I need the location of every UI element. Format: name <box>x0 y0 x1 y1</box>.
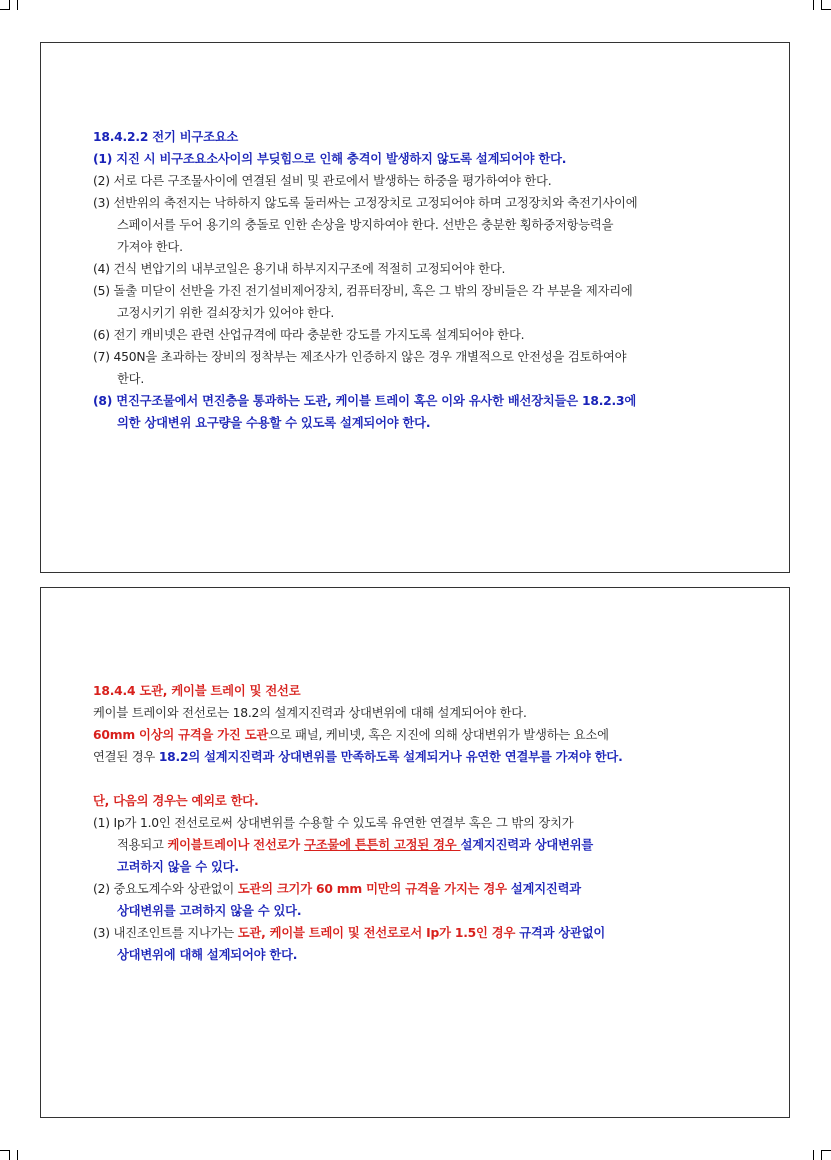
list-item-continuation: 가져야 한다. <box>117 240 183 254</box>
slide-content <box>93 126 759 434</box>
text-span: (3) 내진조인트를 지나가는 <box>93 926 238 940</box>
text-span: 연결된 경우 <box>93 750 159 764</box>
crop-mark <box>821 9 831 10</box>
list-item: (3) 선반위의 축전지는 낙하하지 않도록 둘러싸는 고정장치로 고정되어야 하며 고정장치와 축전기사이에 <box>93 196 638 210</box>
crop-mark <box>9 0 10 10</box>
list-item-continuation: 고정시키기 위한 걸쇠장치가 있어야 한다. <box>117 306 335 320</box>
section-title: 18.4.4 도관, 케이블 트레이 및 전선로 <box>93 684 301 698</box>
text-span: (2) 중요도계수와 상관없이 <box>93 882 238 896</box>
list-item: (7) 450N을 초과하는 장비의 정착부는 제조사가 인증하지 않은 경우 개별적으로 안전성을 검토하여야 <box>93 350 627 364</box>
list-item-continuation: 의한 상대변위 요구량을 수용할 수 있도록 설계되어야 한다. <box>117 416 431 430</box>
crop-mark <box>821 1150 822 1160</box>
list-item: (5) 돌출 미닫이 선반을 가진 전기설비제어장치, 컴퓨터장비, 혹은 그 밖의 장비들은 각 부분을 제자리에 <box>93 284 633 298</box>
highlight-red: 도관의 크기가 60 mm 미만의 규격을 가지는 경우 <box>237 882 511 896</box>
crop-mark <box>17 1150 18 1160</box>
exception-heading: 단, 다음의 경우는 예외로 한다. <box>93 794 259 808</box>
highlight-red: 도관, 케이블 트레이 및 전선로로서 Ip가 1.5인 경우 <box>237 926 520 940</box>
text-span: 적용되고 <box>117 838 168 852</box>
list-item-continuation: 상대변위를 고려하지 않을 수 있다. <box>117 904 302 918</box>
highlight-blue: 18.2의 설계지진력과 상대변위를 만족하도록 설계되거나 유연한 연결부를 가져야 한다. <box>158 750 623 764</box>
crop-mark <box>813 1150 814 1160</box>
highlight-red-underlined: 구조물에 튼튼히 고정된 경우 <box>304 838 461 852</box>
highlight-red: 케이블트레이나 전선로가 <box>167 838 305 852</box>
list-item-continuation <box>93 834 759 856</box>
list-item: (8) 면진구조물에서 면진층을 통과하는 도관, 케이블 트레이 혹은 이와 유사한 배선장치들은 18.2.3에 <box>93 394 637 408</box>
list-item <box>93 922 759 944</box>
highlight-blue: 규격과 상관없이 <box>519 926 606 940</box>
crop-mark <box>813 0 814 10</box>
section-title: 18.4.2.2 전기 비구조요소 <box>93 130 239 144</box>
list-item: (2) 서로 다른 구조물사이에 연결된 설비 및 관로에서 발생하는 하중을 평가하여야 한다. <box>93 174 552 188</box>
slide-content <box>93 680 759 966</box>
highlight-blue: 설계지진력과 상대변위를 <box>460 838 594 852</box>
list-item: (6) 전기 캐비넷은 관련 산업규격에 따라 충분한 강도를 가지도록 설계되어야 한다. <box>93 328 525 342</box>
text-span: 으로 패널, 케비넷, 혹은 지진에 의해 상대변위가 발생하는 요소에 <box>268 728 609 742</box>
list-item: (1) 지진 시 비구조요소사이의 부딪힘으로 인해 충격이 발생하지 않도록 설계되어야 한다. <box>93 152 567 166</box>
paragraph-line: 케이블 트레이와 전선로는 18.2의 설계지진력과 상대변위에 대해 설계되어야 한다. <box>93 706 527 720</box>
slide-electrical-nonstructural <box>40 42 790 573</box>
slide-conduit-cable-tray <box>40 587 790 1118</box>
list-item-continuation: 한다. <box>117 372 145 386</box>
spacer <box>93 768 759 790</box>
list-item-continuation: 상대변위에 대해 설계되어야 한다. <box>117 948 298 962</box>
crop-mark <box>17 0 18 10</box>
highlight-blue: 설계지진력과 <box>510 882 581 896</box>
highlight-red: 60mm 이상의 규격을 가진 도관 <box>93 728 269 742</box>
crop-mark <box>9 1150 10 1160</box>
list-item <box>93 878 759 900</box>
crop-mark <box>821 1150 831 1151</box>
list-item-continuation: 스페이서를 두어 용기의 충돌로 인한 손상을 방지하여야 한다. 선반은 충분한 횡하중저항능력을 <box>117 218 614 232</box>
paragraph-line <box>93 746 759 768</box>
list-item: (1) Ip가 1.0인 전선로로써 상대변위를 수용할 수 있도록 유연한 연결부 혹은 그 밖의 장치가 <box>93 816 574 830</box>
crop-mark <box>821 0 822 10</box>
paragraph-line <box>93 724 759 746</box>
list-item-continuation: 고려하지 않을 수 있다. <box>117 860 239 874</box>
list-item: (4) 건식 변압기의 내부코일은 용기내 하부지지구조에 적절히 고정되어야 한다. <box>93 262 506 276</box>
